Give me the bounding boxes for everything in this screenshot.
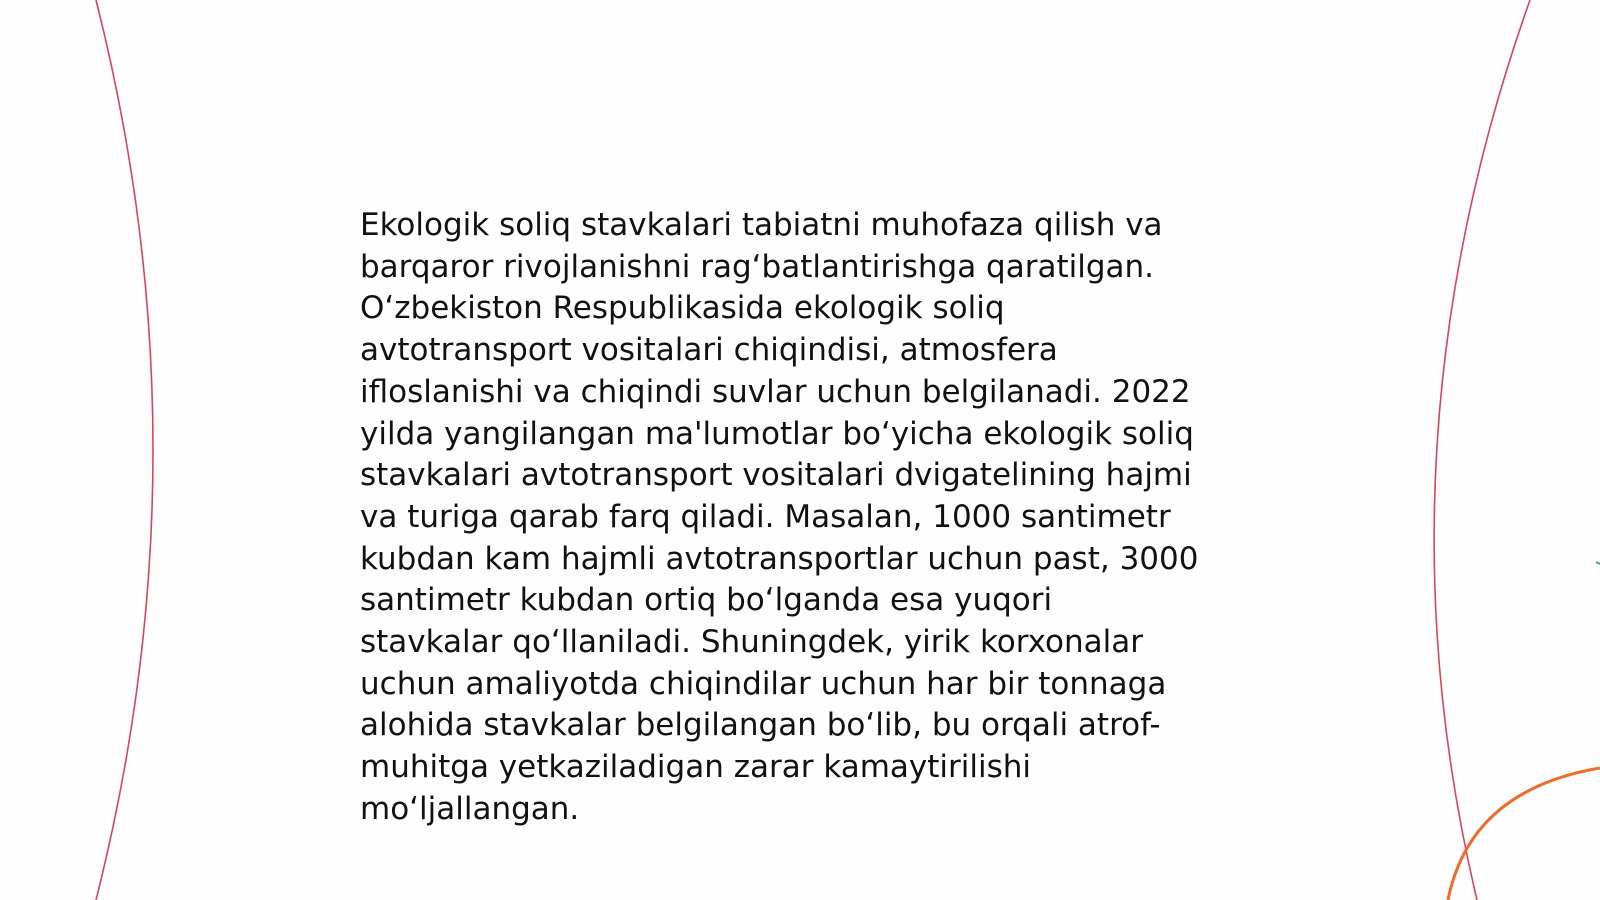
left-arc-curve xyxy=(96,0,153,900)
slide-body-text: Ekologik soliq stavkalari tabiatni muhofaza qilish va barqaror rivojlanishni rag‘batlantirishga qaratilgan. O‘zbekiston Respublikasida ekologik soliq avtotransport vositalari chiqindisi, atmosfera ifloslanishi va chiqindi suvlar uchun belgilanadi. 2022 yilda yangilangan ma'lumotlar bo‘yicha ekologik soliq stavkalari avtotransport vositalari dvigatelining hajmi va turiga qarab farq qiladi. Masalan, 1000 santimetr kubdan kam hajmli avtotransportlar uchun past, 3000 santimetr kubdan ortiq bo‘lganda esa yuqori stavkalar qo‘llaniladi. Shuningdek, yirik korxonalar uchun amaliyotda chiqindilar uchun har bir tonnaga alohida stavkalar belgilangan bo‘lib, bu orqali atrof- muhitga yetkaziladigan zarar kamaytirilishi mo‘ljallangan. xyxy=(360,207,1199,827)
orange-accent-arc xyxy=(1448,768,1600,900)
right-arc-curve xyxy=(1434,0,1530,900)
teal-accent-mark xyxy=(1596,562,1600,564)
